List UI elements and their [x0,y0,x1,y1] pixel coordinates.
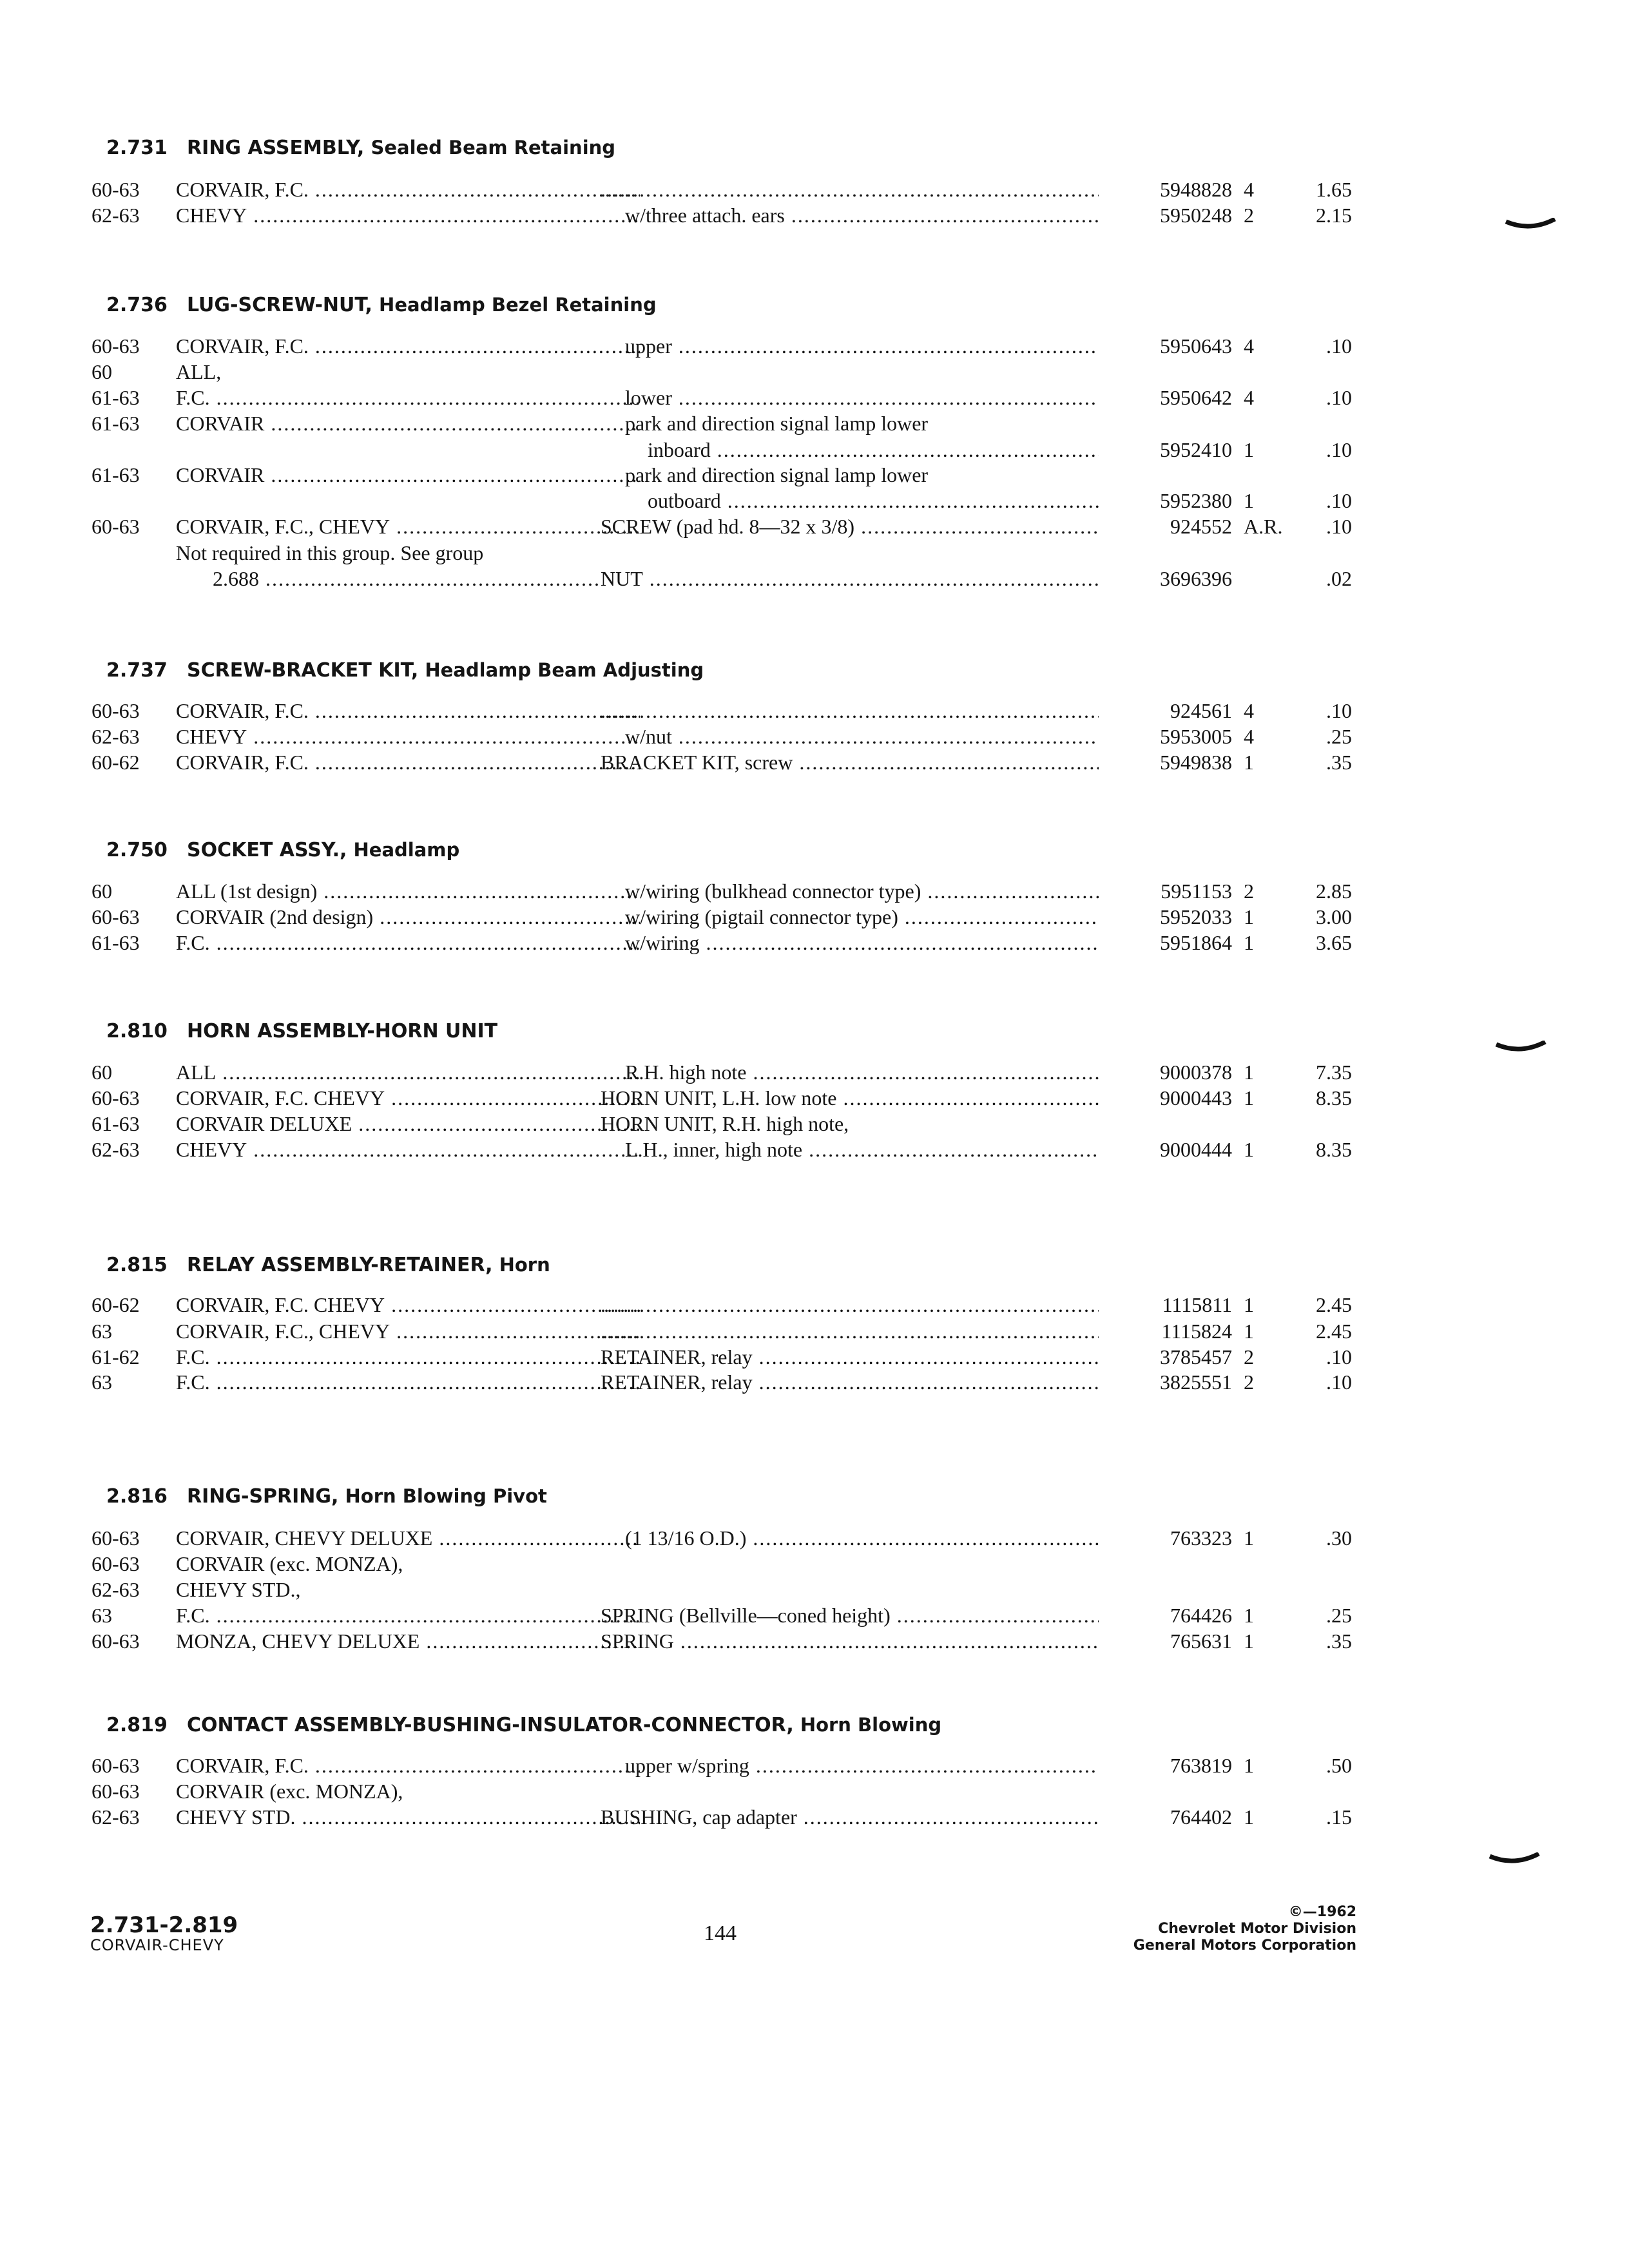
description-cell: w/nut ..... [625,724,1099,749]
table-row [84,1137,1373,1162]
section-title: RING ASSEMBLY, [187,137,365,159]
model-cell: CHEVY ..... [176,202,640,228]
price-cell: 2.15 [1316,204,1352,227]
part-number-cell: 5952410 [1160,438,1232,461]
quantity-cell: 1 [1244,931,1254,954]
model-cell: CORVAIR, F.C. ..... [176,333,640,359]
years-cell: 60-63 [92,1086,140,1110]
quantity-cell: 1 [1244,1320,1254,1343]
description-cell: R.H. high note ..... [625,1059,1099,1085]
years-cell: 60 [92,1061,112,1084]
price-cell: 7.35 [1316,1061,1352,1084]
description-cell [601,177,1099,202]
quantity-cell: A.R. [1244,515,1283,538]
table-row [84,1318,1373,1344]
section-heading [106,1485,547,1508]
part-number-cell: 5950643 [1160,334,1232,358]
quantity-cell: 1 [1244,905,1254,928]
section-subtitle: Headlamp Beam Adjusting [418,659,704,681]
table-row [84,1525,1373,1551]
part-number-cell: 5952033 [1160,905,1232,928]
years-cell: 63 [92,1320,112,1343]
quantity-cell: 1 [1244,1604,1254,1627]
price-cell: 2.45 [1316,1293,1352,1316]
table-row [84,1804,1373,1830]
model-cell: CORVAIR DELUXE ..... [176,1111,640,1137]
quantity-cell: 1 [1244,1629,1254,1653]
model-cell: CORVAIR (2nd design) ..... [176,904,640,930]
price-cell: .35 [1326,1629,1352,1653]
years-cell: 60-62 [92,1293,140,1316]
description-cell: BRACKET KIT, screw ..... [601,749,1099,775]
years-cell: 60-63 [92,1754,140,1777]
section-title: LUG-SCREW-NUT, [187,294,372,316]
description-cell [601,1292,1099,1318]
part-number-cell: 3825551 [1160,1370,1232,1394]
years-cell: 61-63 [92,931,140,954]
section-subtitle: Headlamp [347,839,460,861]
model-cell: ALL ..... [176,1059,640,1085]
price-cell: 2.45 [1316,1320,1352,1343]
part-number-cell: 5953005 [1160,725,1232,748]
section-title: HORN ASSEMBLY-HORN UNIT [187,1020,498,1043]
years-cell: 61-63 [92,463,140,486]
years-cell: 60-63 [92,699,140,722]
model-cell: 2.688 ..... [213,566,599,591]
footer-publisher [1133,1904,1356,1954]
table-row [84,333,1373,359]
footer-copyright: ©—1962 [1288,1904,1356,1920]
years-cell: 62-63 [92,1805,140,1829]
years-cell: 60-63 [92,515,140,538]
table-row [84,1551,1373,1577]
table-row [84,566,1373,591]
quantity-cell: 1 [1244,1061,1254,1084]
quantity-cell: 1 [1244,438,1254,461]
description-cell: inboard ..... [648,437,1099,463]
part-number-cell: 3785457 [1160,1345,1232,1369]
table-row [84,1085,1373,1111]
price-cell: .50 [1326,1754,1352,1777]
binding-mark-icon [1505,218,1556,237]
section-subtitle: Horn [492,1254,550,1276]
footer-division: Chevrolet Motor Division [1158,1921,1356,1937]
years-cell: 60-63 [92,1526,140,1550]
years-cell: 60-63 [92,905,140,928]
price-cell: .10 [1326,699,1352,722]
years-cell: 60-63 [92,1629,140,1653]
table-row [84,488,1373,514]
model-cell: CORVAIR (exc. MONZA), [176,1552,403,1575]
description-cell: upper ..... [625,333,1099,359]
quantity-cell: 2 [1244,1345,1254,1369]
price-cell: .25 [1326,1604,1352,1627]
model-cell: ALL (1st design) ..... [176,878,640,904]
section-number: 2.736 [106,294,168,316]
quantity-cell: 1 [1244,1086,1254,1110]
years-cell: 62-63 [92,1578,140,1601]
section-title: SCREW-BRACKET KIT, [187,659,419,682]
section-heading [106,1254,550,1276]
years-cell: 60 [92,360,112,383]
price-cell: 8.35 [1316,1138,1352,1161]
part-number-cell: 9000444 [1160,1138,1232,1161]
table-row [84,1628,1373,1654]
table-row [84,385,1373,410]
model-cell: CHEVY ..... [176,724,640,749]
years-cell: 62-63 [92,725,140,748]
price-cell: 3.65 [1316,931,1352,954]
description-cell: w/wiring (pigtail connector type) ..... [625,904,1099,930]
model-cell: ALL, [176,360,222,383]
price-cell: .30 [1326,1526,1352,1550]
section-title: SOCKET ASSY., [187,839,347,861]
price-cell: 1.65 [1316,178,1352,201]
years-cell: 61-63 [92,386,140,409]
part-number-cell: 1115824 [1161,1320,1232,1343]
part-number-cell: 924552 [1170,515,1232,538]
part-number-cell: 763819 [1170,1754,1232,1777]
quantity-cell: 2 [1244,1370,1254,1394]
description-cell: SPRING (Bellville—coned height) ..... [601,1602,1099,1628]
table-row [84,698,1373,724]
section-number: 2.731 [106,137,168,159]
table-row [84,462,1373,488]
section-title: RELAY ASSEMBLY-RETAINER, [187,1254,493,1276]
description-cell: HORN UNIT, R.H. high note, [601,1112,849,1135]
model-cell: CORVAIR, F.C. ..... [176,177,640,202]
description-cell: RETAINER, relay ..... [601,1344,1099,1370]
table-row [84,1059,1373,1085]
description-cell: NUT ..... [601,566,1099,591]
section-subtitle: Horn Blowing [793,1714,942,1736]
price-cell: .10 [1326,489,1352,512]
years-cell: 63 [92,1370,112,1394]
price-cell: 2.85 [1316,879,1352,903]
model-cell: CORVAIR, F.C. ..... [176,1753,640,1778]
model-cell: CHEVY STD., [176,1578,301,1601]
part-number-cell: 765631 [1170,1629,1232,1653]
table-row [84,1753,1373,1778]
section-title: CONTACT ASSEMBLY-BUSHING-INSULATOR-CONNECTOR, [187,1714,794,1736]
section-heading [106,137,615,159]
table-row [84,1344,1373,1370]
model-cell: MONZA, CHEVY DELUXE ..... [176,1628,640,1654]
price-cell: .10 [1326,438,1352,461]
section-number: 2.819 [106,1714,168,1736]
quantity-cell: 4 [1244,178,1254,201]
description-cell: w/three attach. ears ..... [625,202,1099,228]
quantity-cell: 1 [1244,751,1254,774]
part-number-cell: 9000443 [1160,1086,1232,1110]
price-cell: .25 [1326,725,1352,748]
model-cell: CORVAIR ..... [176,462,640,488]
part-number-cell: 5950642 [1160,386,1232,409]
part-number-cell: 5949838 [1160,751,1232,774]
section-number: 2.810 [106,1020,168,1043]
table-row [84,930,1373,956]
model-cell: CORVAIR, F.C. CHEVY ..... [176,1292,640,1318]
table-row [84,1602,1373,1628]
quantity-cell: 1 [1244,1754,1254,1777]
table-row [84,437,1373,463]
years-cell: 60-63 [92,178,140,201]
model-cell: F.C. ..... [176,1344,640,1370]
table-row [84,724,1373,749]
price-cell: .10 [1326,1370,1352,1394]
description-cell: park and direction signal lamp lower [625,412,929,435]
years-cell: 60-62 [92,751,140,774]
section-subtitle: Horn Blowing Pivot [338,1485,547,1507]
years-cell: 60-63 [92,334,140,358]
footer-series: CORVAIR-CHEVY [90,1936,224,1954]
model-cell: CORVAIR, CHEVY DELUXE ..... [176,1525,640,1551]
quantity-cell: 1 [1244,1293,1254,1316]
description-cell: outboard ..... [648,488,1099,514]
section-number: 2.750 [106,839,168,861]
table-row [84,1292,1373,1318]
description-cell: SPRING ..... [601,1628,1099,1654]
table-row [84,540,1373,566]
model-cell: CORVAIR, F.C., CHEVY ..... [176,1318,640,1344]
quantity-cell: 4 [1244,334,1254,358]
section-heading [106,1020,497,1043]
description-cell: park and direction signal lamp lower [625,463,929,486]
table-row [84,904,1373,930]
quantity-cell: 1 [1244,1526,1254,1550]
description-cell: RETAINER, relay ..... [601,1369,1099,1395]
part-number-cell: 764426 [1170,1604,1232,1627]
model-cell: CORVAIR (exc. MONZA), [176,1780,403,1803]
section-number: 2.737 [106,659,168,682]
part-number-cell: 5952380 [1160,489,1232,512]
footer-corporation: General Motors Corporation [1133,1937,1356,1954]
quantity-cell: 1 [1244,1805,1254,1829]
price-cell: .10 [1326,1345,1352,1369]
description-cell: SCREW (pad hd. 8—32 x 3/8) ..... [601,514,1099,539]
description-cell: L.H., inner, high note ..... [625,1137,1099,1162]
description-cell [601,1318,1099,1344]
years-cell: 60 [92,879,112,903]
table-row [84,878,1373,904]
price-cell: .35 [1326,751,1352,774]
model-cell: CORVAIR, F.C., CHEVY ..... [176,514,640,539]
price-cell: .02 [1326,567,1352,590]
section-heading [106,1714,941,1736]
section-subtitle: Headlamp Bezel Retaining [372,294,657,316]
binding-mark-icon [1489,1852,1540,1872]
part-number-cell: 9000378 [1160,1061,1232,1084]
model-cell: F.C. ..... [176,385,640,410]
part-number-cell: 5951864 [1160,931,1232,954]
part-number-cell: 924561 [1170,699,1232,722]
table-row [84,1369,1373,1395]
table-row [84,749,1373,775]
description-cell: upper w/spring ..... [625,1753,1099,1778]
section-heading [106,659,704,682]
years-cell: 62-63 [92,1138,140,1161]
model-cell: Not required in this group. See group [176,541,484,564]
description-cell [601,698,1099,724]
part-number-cell: 764402 [1170,1805,1232,1829]
table-row [84,202,1373,228]
description-cell: w/wiring (bulkhead connector type) ..... [625,878,1099,904]
section-title: RING-SPRING, [187,1485,339,1508]
description-cell: w/wiring ..... [625,930,1099,956]
table-row [84,1778,1373,1804]
model-cell: CORVAIR, F.C. ..... [176,749,640,775]
model-cell: CHEVY ..... [176,1137,640,1162]
table-row [84,359,1373,385]
years-cell: 60-63 [92,1552,140,1575]
model-cell: F.C. ..... [176,1602,640,1628]
model-cell: CORVAIR, F.C. CHEVY ..... [176,1085,640,1111]
quantity-cell: 1 [1244,489,1254,512]
quantity-cell: 1 [1244,1138,1254,1161]
description-cell: lower ..... [625,385,1099,410]
years-cell: 61-63 [92,412,140,435]
section-number: 2.816 [106,1485,168,1508]
table-row [84,410,1373,436]
part-number-cell: 763323 [1170,1526,1232,1550]
description-cell: HORN UNIT, L.H. low note ..... [601,1085,1099,1111]
part-number-cell: 5950248 [1160,204,1232,227]
model-cell: CHEVY STD. ..... [176,1804,640,1830]
quantity-cell: 4 [1244,386,1254,409]
section-heading [106,839,459,861]
section-number: 2.815 [106,1254,168,1276]
price-cell: .10 [1326,515,1352,538]
model-cell: CORVAIR ..... [176,410,640,436]
section-subtitle: Sealed Beam Retaining [364,137,616,159]
price-cell: 3.00 [1316,905,1352,928]
quantity-cell: 4 [1244,699,1254,722]
page-number: 144 [704,1921,737,1945]
quantity-cell: 4 [1244,725,1254,748]
years-cell: 62-63 [92,204,140,227]
part-number-cell: 1115811 [1162,1293,1232,1316]
part-number-cell: 5951153 [1161,879,1232,903]
table-row [84,177,1373,202]
quantity-cell: 2 [1244,204,1254,227]
description-cell: (1 13/16 O.D.) ..... [625,1525,1099,1551]
description-cell: BUSHING, cap adapter ..... [601,1804,1099,1830]
price-cell: 8.35 [1316,1086,1352,1110]
model-cell: CORVAIR, F.C. ..... [176,698,640,724]
part-number-cell: 5948828 [1160,178,1232,201]
price-cell: .15 [1326,1805,1352,1829]
table-row [84,514,1373,539]
price-cell: .10 [1326,386,1352,409]
part-number-cell: 3696396 [1160,567,1232,590]
years-cell: 60-63 [92,1780,140,1803]
binding-mark-icon [1495,1041,1547,1060]
footer-group-range: 2.731-2.819 [90,1912,238,1938]
section-heading [106,294,657,316]
table-row [84,1577,1373,1602]
years-cell: 61-63 [92,1112,140,1135]
years-cell: 61-62 [92,1345,140,1369]
model-cell: F.C. ..... [176,930,640,956]
years-cell: 63 [92,1604,112,1627]
model-cell: F.C. ..... [176,1369,640,1395]
price-cell: .10 [1326,334,1352,358]
table-row [84,1111,1373,1137]
quantity-cell: 2 [1244,879,1254,903]
